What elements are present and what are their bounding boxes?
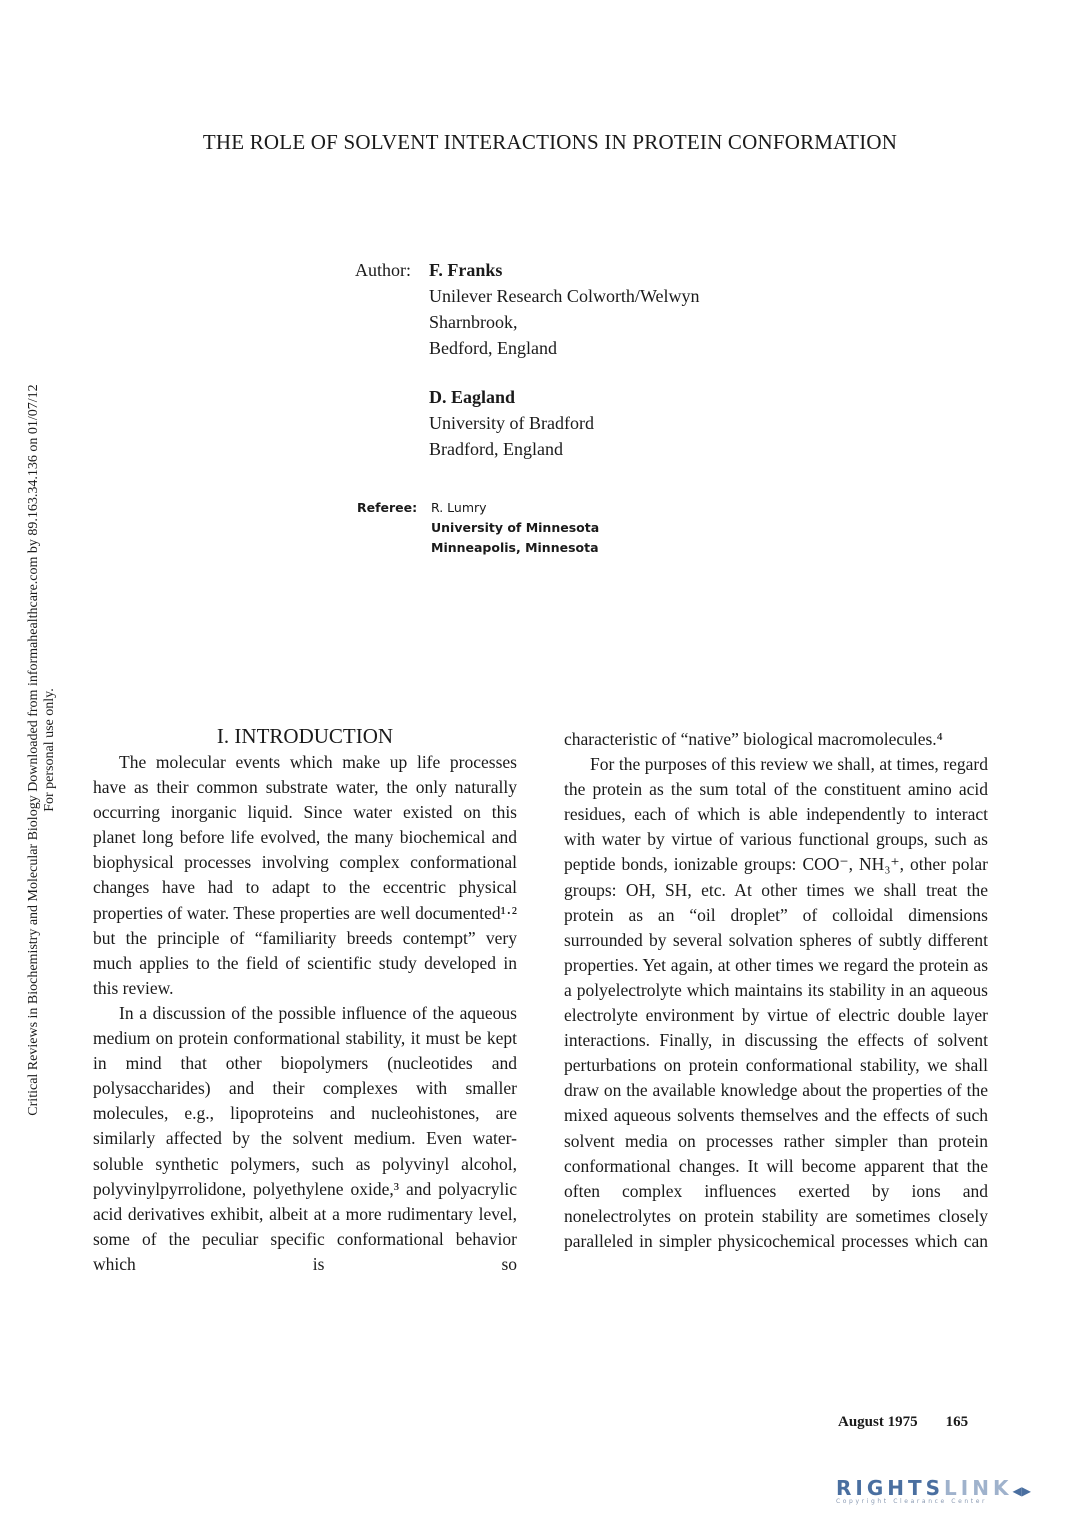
referee-affiliation-line: Minneapolis, Minnesota	[431, 540, 599, 555]
author-1-affiliation-line: Unilever Research Colworth/Welwyn	[429, 286, 700, 306]
author-1-affiliation-line: Sharnbrook,	[429, 312, 518, 332]
paragraph: In a discussion of the possible influence of the aqueous medium on protein conformational stability, it must be kept in mind that other biopolymers (nucleotides and polysaccharides) and their complexes with smaller molecules, e.g., lipoproteins and nucleohistones, are similarly affected by the solvent medium. Even water-soluble synthetic polymers, such as polyvinyl alcohol, polyvinylpyrrolidone, polyethylene oxide,³ and polyacrylic acid derivatives exhibit, albeit at a more rudimentary level, some of the peculiar specific conformational behavior which is so	[93, 1002, 517, 1274]
author-block	[355, 257, 699, 462]
page-number: 165	[945, 1414, 969, 1430]
author-1-name: F. Franks	[429, 260, 503, 280]
left-column	[93, 750, 517, 1277]
right-column	[564, 727, 988, 1254]
arrows-icon: ◀▶	[1012, 1484, 1031, 1498]
logo-subtitle: Copyright Clearance Center	[836, 1498, 988, 1505]
watermark-line: For personal use only.	[42, 688, 57, 812]
page-footer	[838, 1414, 968, 1431]
issue-date: August 1975	[838, 1414, 918, 1430]
paragraph: The molecular events which make up life processes have as their common substrate water, the only naturally occurring inorganic liquid. Since water existed on this planet long before life evolved, the many biochemical and biophysical processes involving complex conformational changes have had to adapt to the eccentric physical properties of water. These properties are well documented¹·² but the principle of “familiarity breeds contempt” very much applies to the field of scientific study developed in this review.	[93, 752, 517, 998]
author-1-affiliation-line: Bedford, England	[429, 338, 557, 358]
author-2-affiliation-line: University of Bradford	[429, 413, 594, 433]
referee-block	[357, 498, 599, 558]
rightslink-logo	[836, 1476, 1031, 1505]
watermark-line: Critical Reviews in Biochemistry and Molecular Biology Downloaded from informahealthcare.com by 89.163.34.136 on 01/07/12	[26, 384, 41, 1116]
author-2-affiliation-line: Bradford, England	[429, 439, 563, 459]
referee-name: R. Lumry	[431, 500, 487, 515]
referee-label: Referee:	[357, 500, 418, 515]
referee-affiliation-line: University of Minnesota	[431, 520, 600, 535]
download-watermark	[26, 310, 58, 1190]
author-label: Author:	[355, 260, 411, 280]
paragraph: characteristic of “native” biological macromolecules.⁴	[564, 729, 943, 749]
logo-text: RIGHTS	[836, 1476, 945, 1500]
logo-text: LINK	[944, 1476, 1013, 1500]
author-2-name: D. Eagland	[429, 387, 516, 407]
paper-title: THE ROLE OF SOLVENT INTERACTIONS IN PROTEIN CONFORMATION	[202, 130, 898, 154]
section-heading: I. INTRODUCTION	[216, 724, 394, 748]
paragraph: For the purposes of this review we shall, at times, regard the protein as the sum total of the constituent amino acid residues, each of which is able independently to interact with water by virtue of various functional groups, such as peptide bonds, ionizable groups: COO⁻, NH₃⁺, other polar groups: OH, SH, etc. At other times we shall treat the protein as an “oil droplet” of colloidal dimensions surrounded by several solvation spheres of subtly different properties. Yet again, at other times we regard the protein as a polyelectrolyte which maintains its stability in an aqueous electrolyte environment by virtue of electric double layer interactions. Finally, in discussing the effects of solvent perturbations on protein conformational stability, we shall draw on the available knowledge about the properties of the mixed aqueous solvents themselves and the effects of such solvent media on processes rather simpler than protein conformational changes. It will become apparent that the often complex influences exerted by ions and nonelectrolytes on protein stability are sometimes closely paralleled in simpler physicochemical processes which can	[564, 754, 988, 1251]
